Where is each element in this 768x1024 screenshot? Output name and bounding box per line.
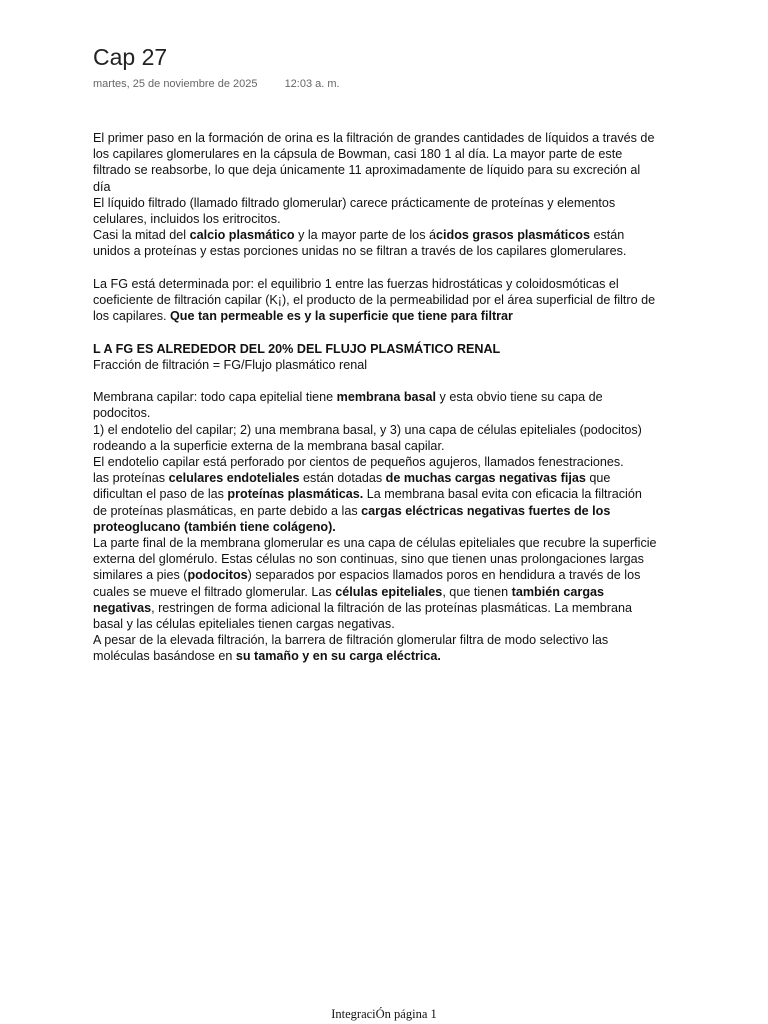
bold-text-run: cargas eléctricas negativas fuertes de los proteoglucano (también tiene colágeno). [93, 503, 611, 534]
text-run: están unidos a proteínas y estas porciones unidas no se filtran a través de los capilares glomerulares. [93, 228, 627, 259]
bold-text-run: membrana basal [336, 390, 437, 405]
text-run: y la mayor parte de los á [294, 228, 436, 243]
text-run: La FG está determinada por: el equilibrio 1 entre las fuerzas hidrostáticas y coloidosmóticas el coeficiente de filtración capilar (K¡), el producto de la permeabilidad por el área superficial de filtro de los capilares. [93, 276, 656, 324]
text-run: El endotelio capilar está perforado por cientos de pequeños agujeros, llamados fenestraciones. [93, 455, 624, 470]
text-run: La parte final de la membrana glomerular es una capa de células epiteliales que recubre la superficie externa del glomérulo. Estas células no son continuas, sino que tienen unas prolongaciones largas similares a pies ( [93, 536, 657, 583]
bold-text-run: proteínas plasmáticas. [227, 487, 364, 502]
bold-text-run: su tamaño y en su carga eléctrica. [235, 649, 441, 664]
text-run: 1) el endotelio del capilar; 2) una membrana basal, y 3) una capa de células epiteliales (podocitos) rodeando a la superficie externa de la membrana basal capilar. [93, 422, 642, 453]
paragraph [93, 130, 658, 195]
note-time: 12:03 a. m. [284, 78, 340, 90]
bold-text-run: Que tan permeable es y la superficie que tiene para filtrar [170, 309, 513, 324]
bold-text-run: podocitos [187, 568, 248, 583]
text-run: ) separados por espacios llamados poros en hendidura a través de los cuales se mueve el filtrado glomerular. Las [93, 568, 641, 599]
bold-text-run: de muchas cargas negativas fijas [385, 471, 586, 486]
paragraph [93, 389, 658, 421]
blank-line [93, 324, 658, 340]
paragraph [93, 422, 658, 454]
text-run: El líquido filtrado (llamado filtrado glomerular) carece prácticamente de proteínas y elementos celulares, incluidos los eritrocitos. [93, 195, 616, 227]
note-metadata [93, 78, 340, 90]
text-run: La membrana basal evita con eficacia la filtración de proteínas plasmáticas, en parte debido a las [93, 487, 642, 518]
blank-line [93, 260, 658, 276]
bold-text-run: calcio plasmático [189, 228, 295, 243]
paragraph [93, 470, 658, 535]
text-run: , que tienen [442, 584, 512, 599]
text-run: Membrana capilar: todo capa epitelial tiene [93, 390, 337, 405]
paragraph [93, 454, 658, 470]
text-run: están dotadas [299, 471, 386, 486]
text-run: Casi la mitad del [93, 228, 190, 243]
note-body[interactable] [93, 130, 658, 665]
note-date: martes, 25 de noviembre de 2025 [93, 78, 258, 90]
paragraph [93, 195, 658, 227]
paragraph [93, 535, 658, 632]
bold-text-run: células epiteliales [335, 584, 443, 599]
page-title[interactable]: Cap 27 [93, 44, 168, 70]
text-run: El primer paso en la formación de orina es la filtración de grandes cantidades de líquidos a través de los capilares glomerulares en la cápsula de Bowman, casi 180 1 al día. La mayor parte de este filtrado se reabsorbe, lo que deja únicamente 11 aproximadamente de líquido para su excreción al día [93, 131, 655, 194]
text-run: , restringen de forma adicional la filtración de las proteínas plasmáticas. La membrana basal y las células epiteliales tienen cargas negativas. [93, 600, 633, 632]
bold-text-run: también cargas negativas [93, 584, 605, 615]
paragraph [93, 276, 658, 325]
bold-text-run: L A FG ES ALREDEDOR DEL 20% DEL FLUJO PLASMÁTICO RENAL [93, 341, 501, 356]
page-footer: IntegraciÓn página 1 [331, 1007, 437, 1021]
paragraph [93, 632, 658, 664]
blank-line [93, 373, 658, 389]
text-run: A pesar de la elevada filtración, la barrera de filtración glomerular filtra de modo selectivo las moléculas basándose en [93, 633, 609, 664]
text-run: Fracción de filtración = FG/Flujo plasmático renal [93, 357, 368, 372]
paragraph [93, 227, 658, 259]
bold-text-run: celulares endoteliales [168, 471, 300, 486]
section-heading [93, 341, 658, 357]
text-run: las proteínas [93, 471, 169, 486]
text-run: que dificultan el paso de las [93, 471, 611, 502]
bold-text-run: cidos grasos plasmáticos [436, 228, 590, 243]
paragraph [93, 357, 658, 373]
text-run: y esta obvio tiene su capa de podocitos. [93, 390, 603, 421]
